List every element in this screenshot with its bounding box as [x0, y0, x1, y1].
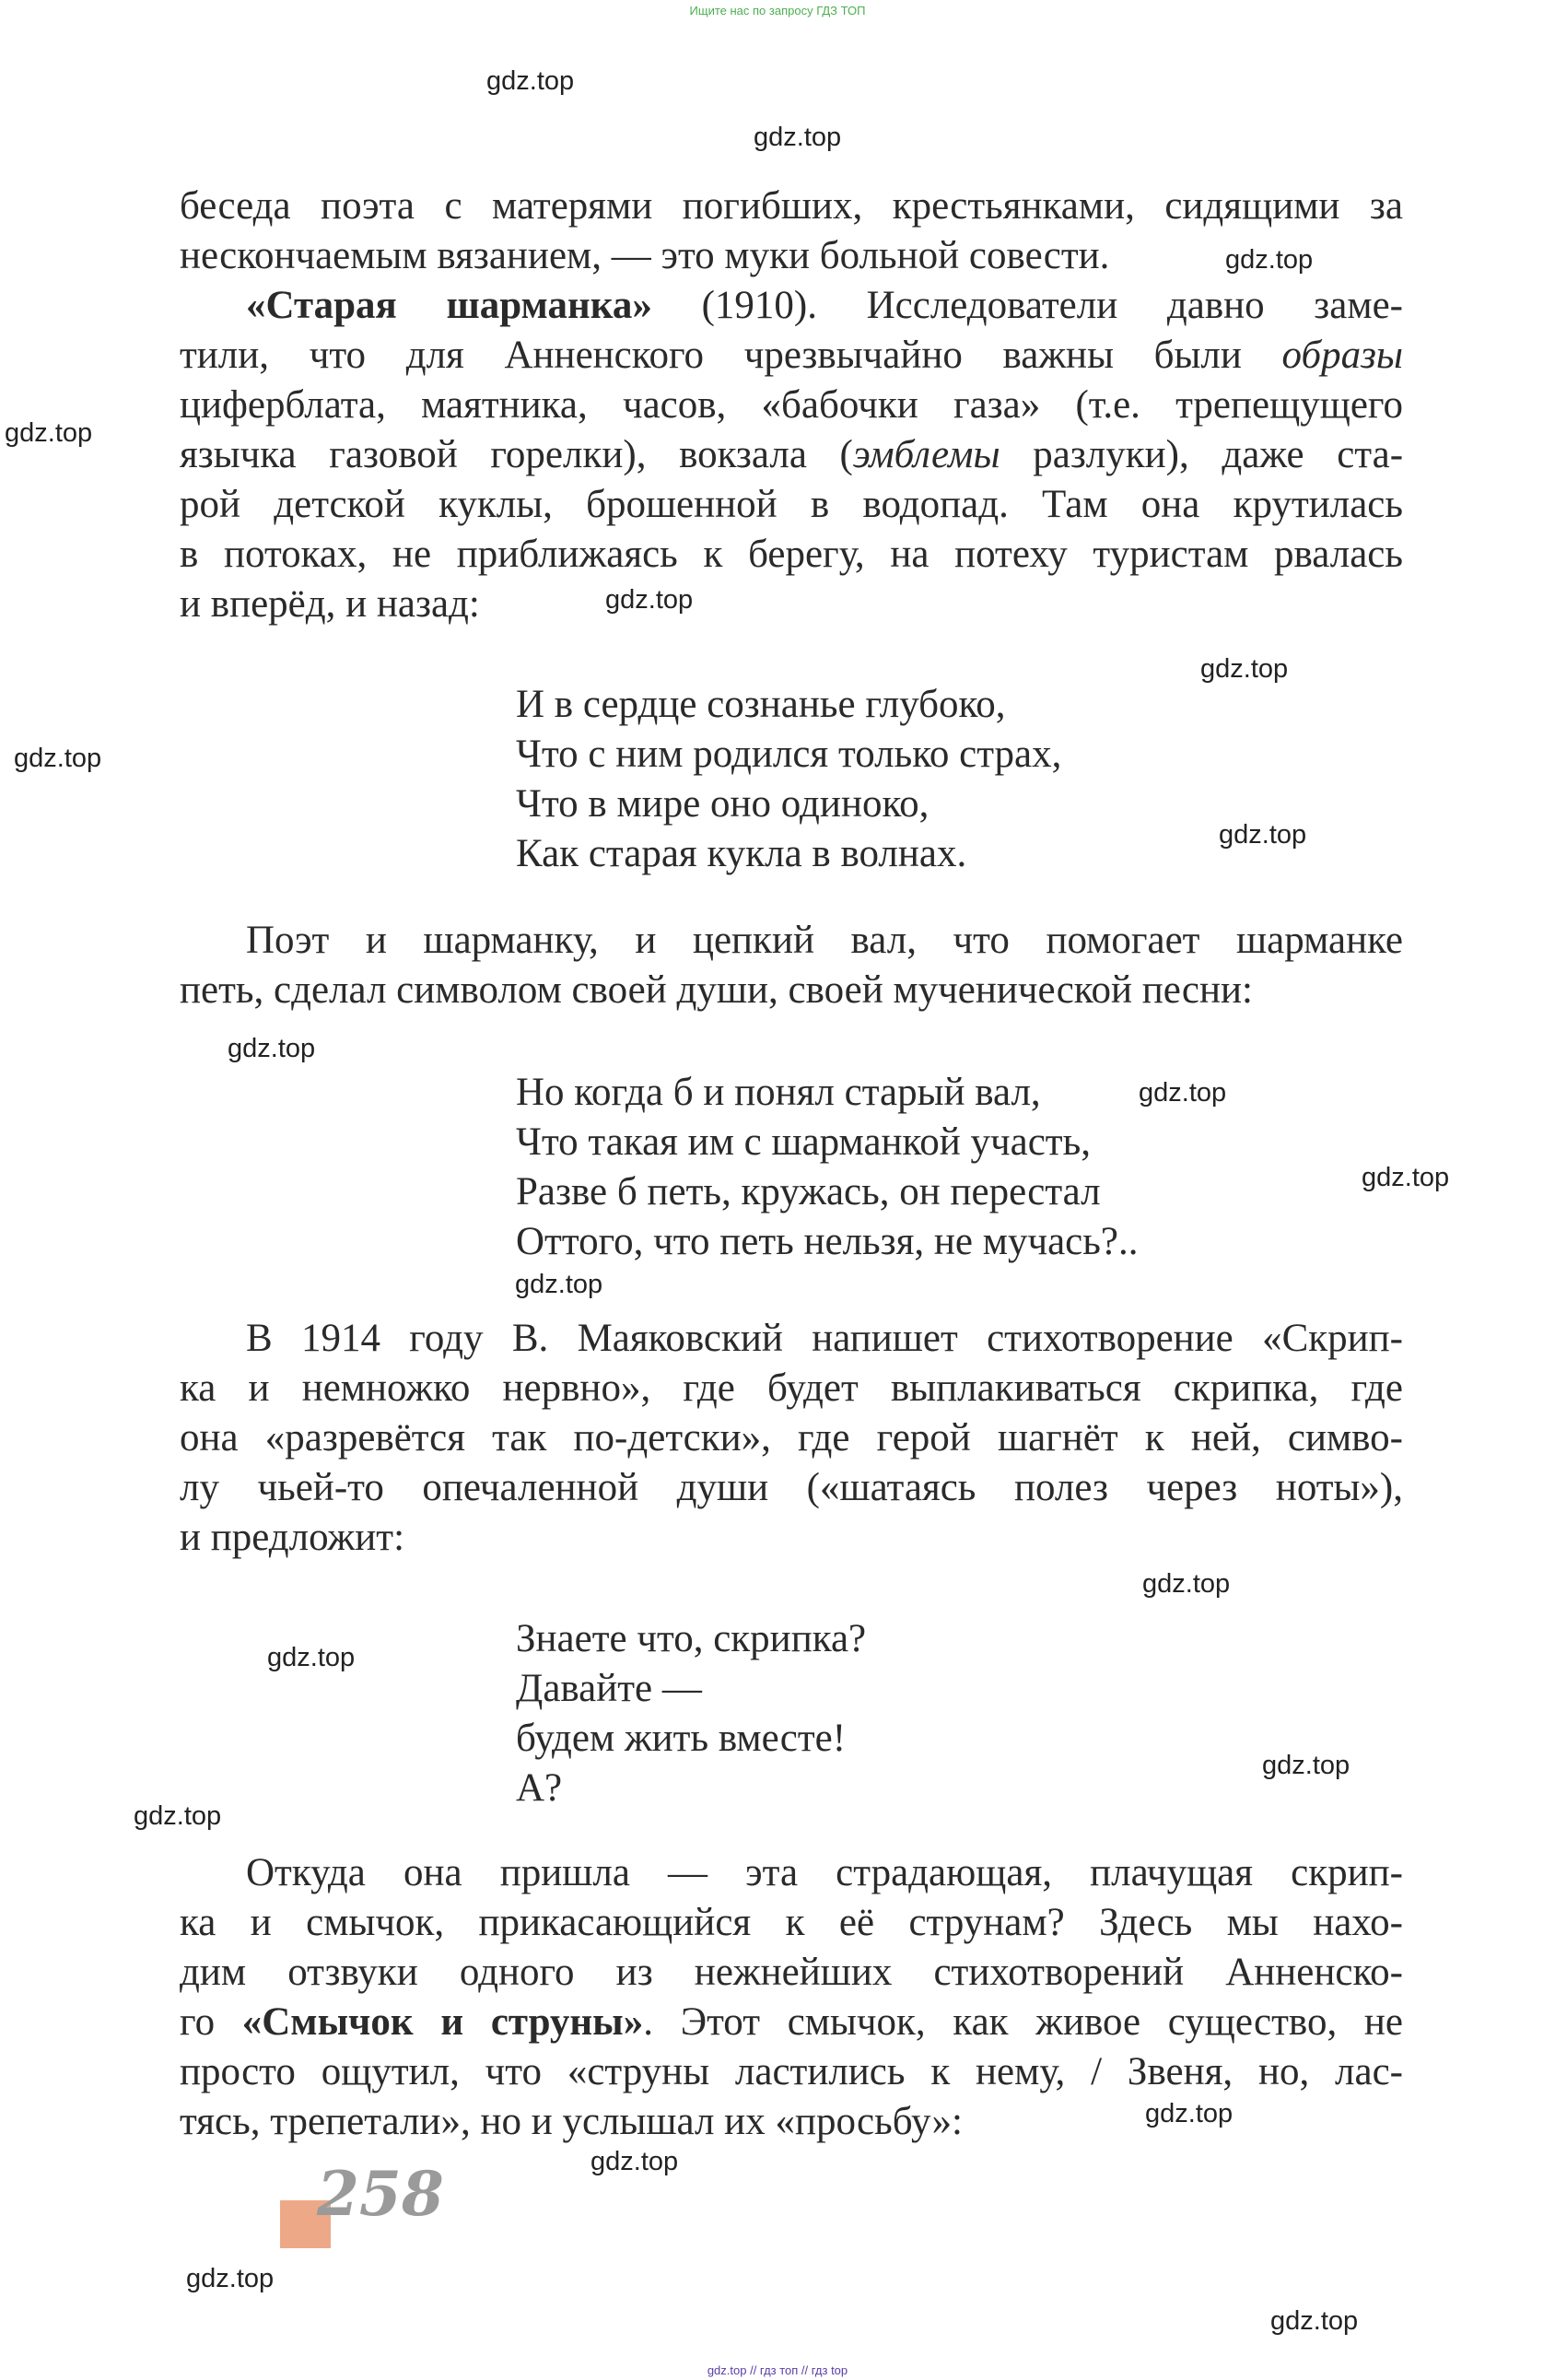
watermark: gdz.top	[1139, 1078, 1227, 1108]
text-line: тили, что для Анненского чрезвычайно важны были образы	[180, 334, 1403, 377]
verse-line: Знаете что, скрипка?	[516, 1617, 867, 1660]
text-line: и предложит:	[180, 1516, 405, 1559]
text-line: нескончаемым вязанием, — это муки больной совести.	[180, 234, 1110, 277]
text-line: рой детской куклы, брошенной в водопад. Там она крутилась	[180, 483, 1403, 526]
text-line: го «Смычок и струны». Этот смычок, как живое существо, не	[180, 2000, 1403, 2044]
watermark: gdz.top	[1142, 1569, 1231, 1599]
verse-line: А?	[516, 1766, 563, 1810]
page-number: 258	[317, 2158, 444, 2230]
watermark: gdz.top	[134, 1801, 222, 1831]
italic-term: эмблемы	[852, 433, 1000, 476]
text-line: беседа поэта с матерями погибших, крестьянками, сидящими за	[180, 184, 1403, 228]
text-line: «Старая шарманка» (1910). Исследователи давно заме-	[246, 284, 1403, 327]
watermark: gdz.top	[1270, 2306, 1359, 2336]
bottom-banner: gdz.top // гдз топ // гдз top	[707, 2363, 848, 2377]
watermark: gdz.top	[228, 1034, 316, 1063]
poem-title-staraya-sharmanka: «Старая шарманка»	[246, 284, 652, 327]
verse-line: будем жить вместе!	[516, 1717, 847, 1760]
verse-line: Давайте —	[516, 1667, 702, 1710]
watermark: gdz.top	[1200, 654, 1289, 684]
text-line: В 1914 году В. Маяковский напишет стихотворение «Скрип-	[246, 1317, 1403, 1360]
top-banner: Ищите нас по запросу ГДЗ ТОП	[689, 4, 866, 18]
watermark: gdz.top	[590, 2147, 679, 2176]
italic-term: образы	[1281, 334, 1403, 377]
text-line: ка и немножко нервно», где будет выплакиваться скрипка, где	[180, 1366, 1403, 1410]
verse-line: Что такая им с шарманкой участь,	[516, 1120, 1091, 1164]
verse-line: Что в мире оно одиноко,	[516, 782, 929, 826]
text-line: Поэт и шарманку, и цепкий вал, что помогает шарманке	[246, 919, 1403, 962]
watermark: gdz.top	[754, 123, 842, 152]
verse-line: Но когда б и понял старый вал,	[516, 1071, 1041, 1114]
watermark: gdz.top	[486, 66, 575, 96]
watermark: gdz.top	[515, 1270, 603, 1299]
text-line: дим отзвуки одного из нежнейших стихотворений Анненско-	[180, 1951, 1403, 1994]
verse-line: И в сердце сознанье глубоко,	[516, 683, 1006, 726]
text-line: в потоках, не приближаясь к берегу, на потеху туристам рвалась	[180, 533, 1403, 576]
verse-line: Разве б петь, кружась, он перестал	[516, 1170, 1101, 1213]
watermark: gdz.top	[1225, 245, 1314, 275]
verse-line: Оттого, что петь нельзя, не мучась?..	[516, 1220, 1139, 1263]
watermark: gdz.top	[14, 744, 102, 773]
text-line: язычка газовой горелки), вокзала (эмблемы разлуки), даже ста-	[180, 433, 1404, 476]
text-line: просто ощутил, что «струны ластились к нему, / Звеня, но, лас-	[180, 2050, 1403, 2093]
text-line: лу чьей-то опечаленной души («шатаясь полез через ноты»),	[180, 1466, 1403, 1509]
text-line: циферблата, маятника, часов, «бабочки газа» (т.е. трепещущего	[180, 383, 1403, 427]
watermark: gdz.top	[1145, 2099, 1233, 2128]
watermark: gdz.top	[605, 585, 694, 615]
watermark: gdz.top	[1219, 820, 1307, 850]
verse-line: Что с ним родился только страх,	[516, 733, 1062, 776]
text-line: и вперёд, и назад:	[180, 582, 480, 626]
watermark: gdz.top	[5, 418, 93, 448]
text-line: петь, сделал символом своей души, своей мученической песни:	[180, 968, 1253, 1012]
poem-title-smychok-i-struny: «Смычок и струны»	[241, 2000, 644, 2044]
watermark: gdz.top	[1362, 1163, 1450, 1192]
text-line: она «разревётся так по-детски», где герой шагнёт к ней, симво-	[180, 1416, 1403, 1460]
watermark: gdz.top	[1262, 1751, 1350, 1780]
text-line: тясь, трепетали», но и услышал их «просьбу»:	[180, 2100, 963, 2143]
watermark: gdz.top	[267, 1643, 356, 1672]
text-line: ка и смычок, прикасающийся к её струнам? Здесь мы нахо-	[180, 1901, 1403, 1944]
verse-line: Как старая кукла в волнах.	[516, 832, 967, 875]
text-line: Откуда она пришла — эта страдающая, плачущая скрип-	[246, 1851, 1403, 1894]
watermark: gdz.top	[186, 2264, 275, 2293]
